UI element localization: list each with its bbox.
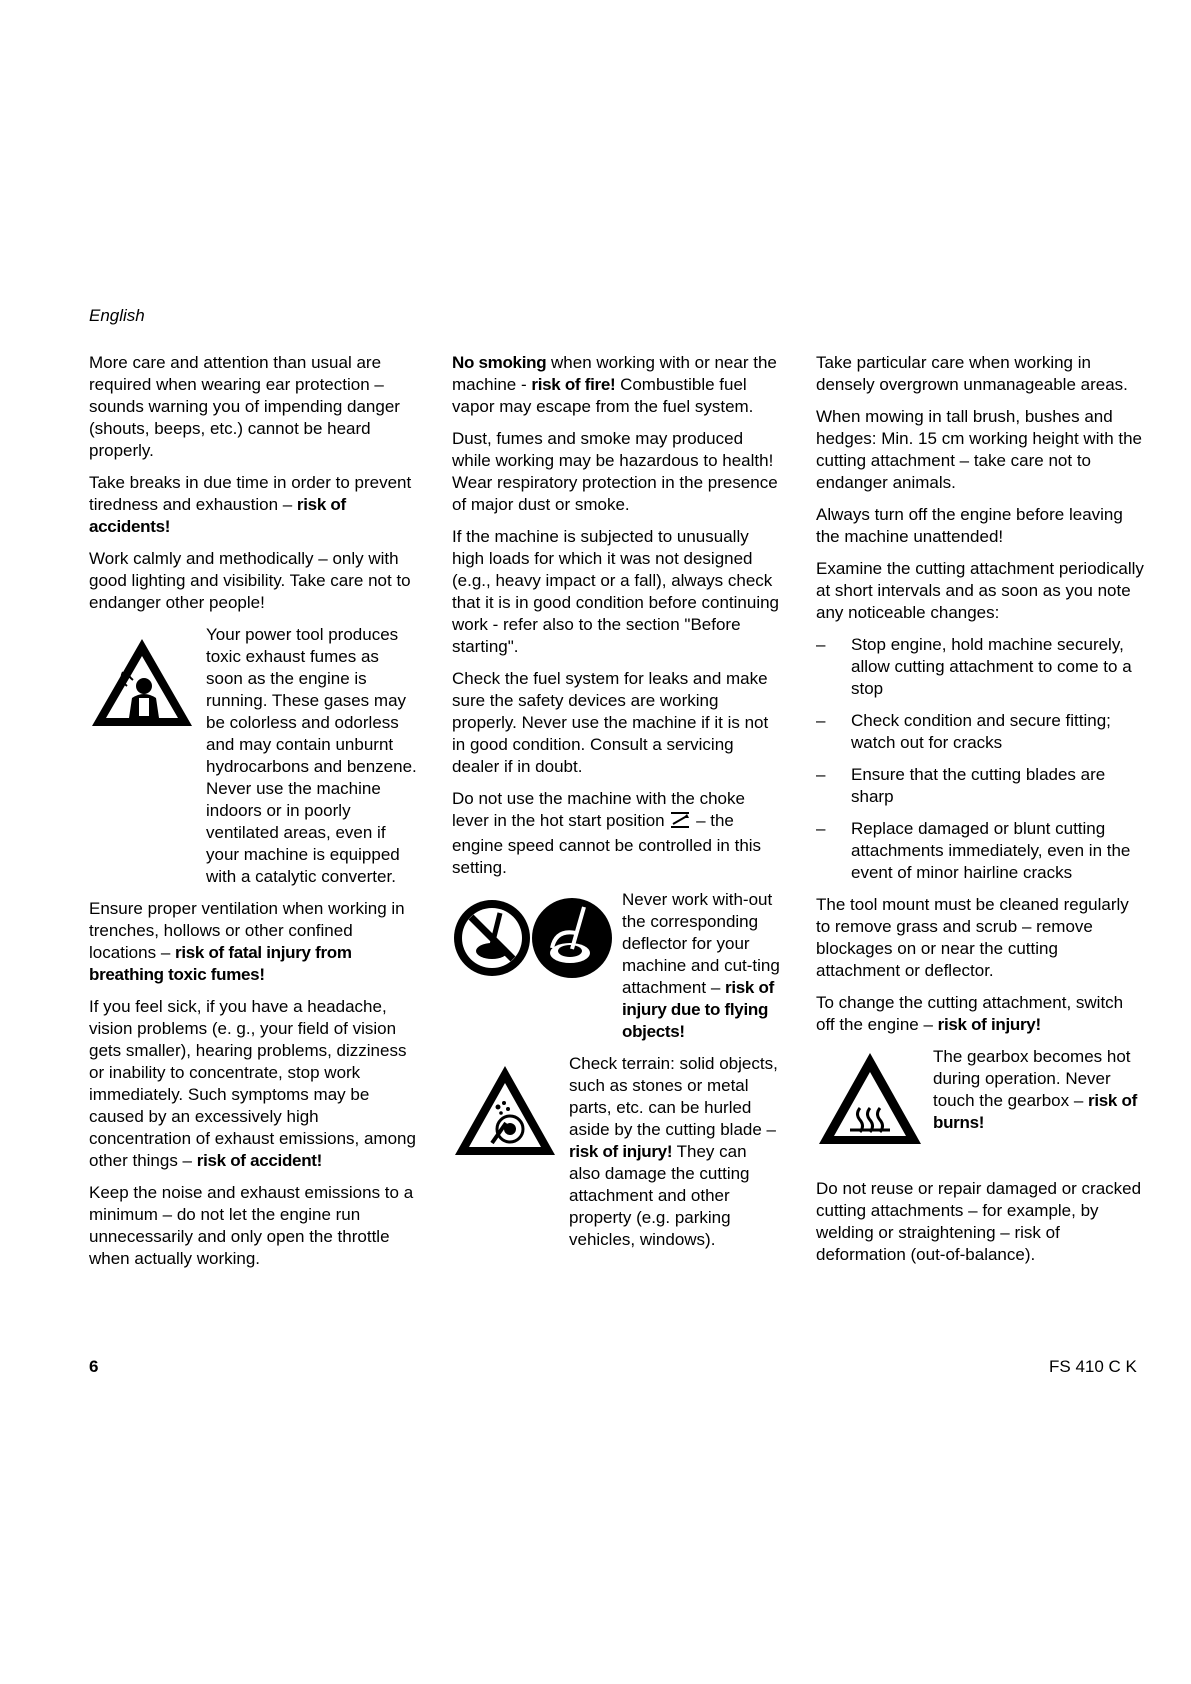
gearbox-text [933,1046,1146,1134]
column-1 [89,352,419,1280]
language-label: English [89,306,145,325]
terrain-text-end: They can also damage the cutting attachment and other property (e.g. parking vehicles, windows). [569,1142,750,1249]
fire-warning: risk of fire! [531,375,616,394]
terrain-warning: risk of injury! [569,1142,673,1161]
paragraph-reuse: Do not reuse or repair damaged or cracked cutting attachments – for example, by welding or straightening – risk of deformation (out-of-balance). [816,1179,1142,1264]
list-item-text: Ensure that the cutting blades are sharp [851,765,1106,806]
deflector-icons [452,889,622,989]
hot-surface-warning-icon [816,1046,933,1154]
choke-text: Do not use the machine with the choke lever in the hot start position [452,789,745,830]
paragraph-high-loads: If the machine is subjected to unusually high loads for which it was not designed (e.g., heavy impact or a fall), always check that it is in good condition before continuing work - refer also to the section "Before starting". [452,527,780,656]
choke-hot-start-icon [669,811,691,835]
deflector-text [622,889,782,1043]
paragraph-change-attachment [816,992,1146,1036]
paragraph-tool-mount: The tool mount must be cleaned regularly to remove grass and scrub – remove blockages on or near the cutting attachment or deflector. [816,895,1129,980]
page-number: 6 [89,1357,99,1376]
paragraph-turn-off: Always turn off the engine before leaving the machine unattended! [816,505,1123,546]
list-item [816,764,1146,808]
no-smoking-label: No smoking [452,353,547,372]
model-name: FS 410 C K [1049,1357,1137,1376]
change-attachment-warning: risk of injury! [937,1015,1041,1034]
paragraph-breaks [89,472,419,538]
deflector-text-main: Never work with-out the corresponding deflector for your machine and cut-ting attachment – [622,890,780,997]
paragraph-mowing: When mowing in tall brush, bushes and hedges: Min. 15 cm working height with the cutting attachment – take care not to endanger animals. [816,407,1143,492]
thrown-objects-warning-icon [452,1053,569,1165]
terrain-block [452,1053,782,1251]
symptoms-text: If you feel sick, if you have a headache, vision problems (e. g., your field of vision gets smaller), hearing problems, dizziness or inability to concentrate, stop work immediately. Such symptoms may be caused by an excessively high concentration of exhaust emissions, among other things – [89,997,416,1170]
terrain-text [569,1053,782,1251]
dash-marker: – [816,635,826,654]
fuel-vapor-text: Combustible fuel vapor may escape from the fuel system. [452,375,754,416]
paragraph-overgrown: Take particular care when working in densely overgrown unmanageable areas. [816,353,1128,394]
gearbox-warning: risk of burns! [933,1091,1137,1132]
list-item [816,634,1146,700]
terrain-text-main: Check terrain: solid objects, such as stones or metal parts, etc. can be hurled aside by the cutting blade – [569,1054,778,1139]
dash-marker: – [816,765,826,784]
paragraph-dust: Dust, fumes and smoke may produced while working may be hazardous to health! Wear respiratory protection in the presence of major dust or smoke. [452,429,778,514]
no-smoking-text: when working with or near the machine - [452,353,777,394]
paragraph-fuel-system: Check the fuel system for leaks and make sure the safety devices are working properly. Never use the machine if it is not in good condition. Consult a servicing dealer if in doubt. [452,669,769,776]
deflector-required-icon [532,898,612,978]
list-item-text: Replace damaged or blunt cutting attachments immediately, even in the event of minor hairline cracks [851,819,1131,882]
paragraph-choke [452,788,782,879]
paragraph-ventilation [89,898,419,986]
toxic-fumes-text: Your power tool produces toxic exhaust fumes as soon as the engine is running. These gases may be colorless and odorless and may contain unburnt hydrocarbons and benzene. Never use the machine indoors or in poorly ventilated areas, even if your machine is equipped with a catalytic converter. [206,625,417,886]
paragraph-symptoms [89,996,419,1172]
list-item-text: Stop engine, hold machine securely, allow cutting attachment to come to a stop [851,635,1132,698]
ventilation-text: Ensure proper ventilation when working in trenches, hollows or other confined locations – [89,899,405,962]
list-item [816,710,1146,754]
paragraph-examine: Examine the cutting attachment periodically at short intervals and as soon as you note any noticeable changes: [816,559,1144,622]
dash-marker: – [816,711,826,730]
paragraph-no-smoking [452,352,782,418]
deflector-warning: risk of injury due to flying objects! [622,978,774,1041]
gearbox-text-main: The gearbox becomes hot during operation. Never touch the gearbox – [933,1047,1131,1110]
toxic-fumes-warning-icon [89,624,206,736]
list-item-text: Check condition and secure fitting; watch out for cracks [851,711,1111,752]
symptoms-warning: risk of accident! [196,1151,323,1170]
dash-marker: – [816,819,826,838]
list-item [816,818,1146,884]
change-attachment-text: To change the cutting attachment, switch off the engine – [816,993,1124,1034]
paragraph-emissions: Keep the noise and exhaust emissions to a minimum – do not let the engine run unnecessarily and only open the throttle when actually working. [89,1183,414,1268]
ventilation-warning: risk of fatal injury from breathing toxic fumes! [89,943,352,984]
paragraph-ear-protection: More care and attention than usual are required when wearing ear protection – sounds warning you of impending danger (shouts, beeps, etc.) cannot be heard properly. [89,353,400,460]
no-deflector-prohibition-icon [454,900,530,976]
choke-text-end: – the engine speed cannot be controlled in this setting. [452,811,762,877]
column-2 [452,352,782,1261]
deflector-block [452,889,782,1043]
gearbox-block [816,1046,1146,1154]
breaks-text: Take breaks in due time in order to prevent tiredness and exhaustion – [89,473,412,514]
toxic-fumes-block [89,624,419,888]
breaks-warning: risk of accidents! [89,495,346,536]
paragraph-work-calmly: Work calmly and methodically – only with good lighting and visibility. Take care not to endanger other people! [89,549,411,612]
column-3 [816,352,1146,1276]
